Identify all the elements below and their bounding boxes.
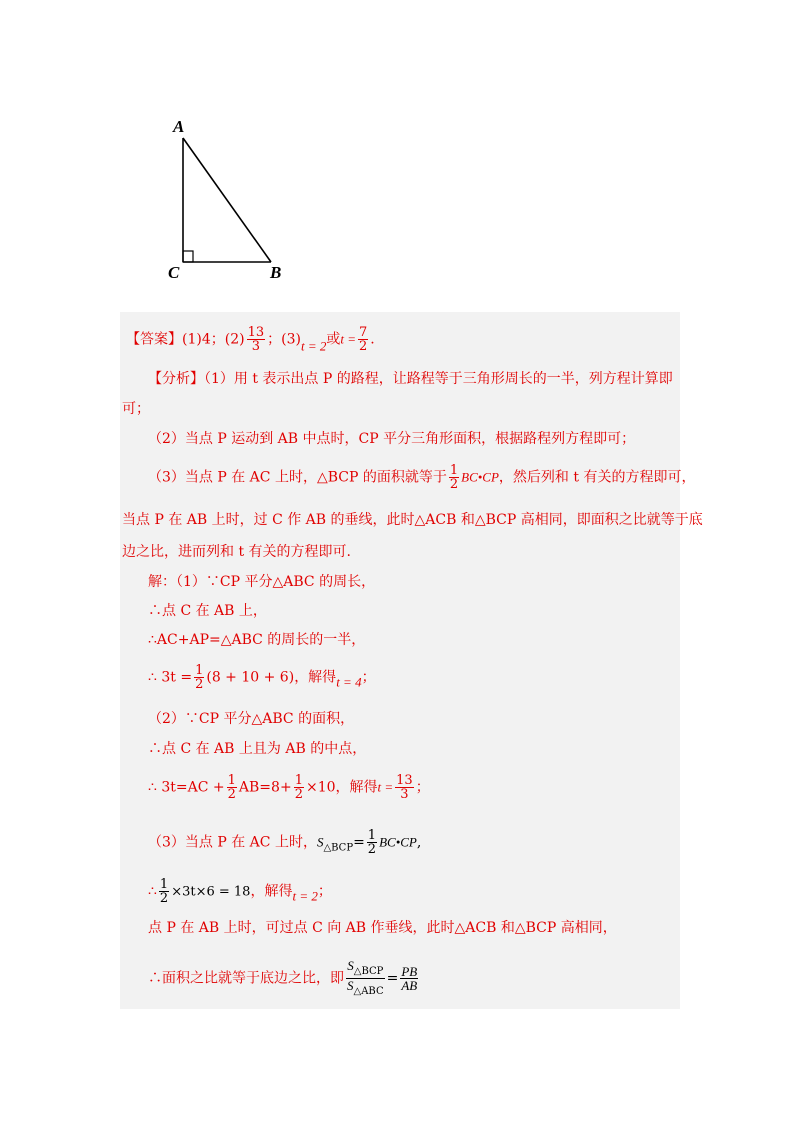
answer-fraction-13-3: $\frac{13}{3}$ xyxy=(247,325,265,354)
analysis-line-3: （2）当点 P 运动到 AB 中点时，CP 平分三角形面积，根据路程列方程即可； xyxy=(148,431,636,447)
analysis-line-6: 边之比，进而列和 t 有关的方程即可. xyxy=(122,544,351,560)
area-ratio-fraction: $\frac{S_{\triangle BCP}}{S_{\triangle ABC}}$ xyxy=(347,958,384,997)
triangle-diagram xyxy=(160,110,300,290)
answer-end: . xyxy=(370,331,375,348)
solution-line-7: ∴ 3t=AC + $\frac{1}{2}$ AB=8+ $\frac{1}{2}$ ×10，解得t = $\frac{13}{3}$ ； xyxy=(148,773,430,802)
analysis-tag: 【分析】 xyxy=(148,371,204,387)
analysis-text-4b: ，然后列和 t 有关的方程即可， xyxy=(498,469,696,486)
solution-line-11: ∴面积之比就等于底边之比，即 $\frac{S_{\triangle BCP}}{S_{\triangle ABC}}$ = $\frac{PB}{AB}$ xyxy=(148,958,418,997)
vertex-b-label: B xyxy=(270,263,282,282)
answer-panel xyxy=(120,312,703,1009)
side-ab xyxy=(183,138,271,262)
solution-line-10: 点 P 在 AB 上时，可过点 C 向 AB 作垂线，此时△ACB 和△BCP 高相同， xyxy=(148,920,617,936)
solution-line-1: 解：（1）∵CP 平分△ABC 的周长， xyxy=(148,574,376,590)
answer-t2: t = 2 xyxy=(300,338,327,354)
analysis-line-4 xyxy=(148,464,695,491)
analysis-line-1 xyxy=(148,369,673,389)
vertex-c-label: C xyxy=(168,263,180,282)
triangle-figure xyxy=(160,110,300,290)
answer-part3: ；(3) xyxy=(267,331,301,348)
solution-line-4: ∴ 3t = $\frac{1}{2}$ (8 + 10 + 6)，解得t = 4； xyxy=(148,663,376,692)
solution-line-2: ∴点 C 在 AB 上， xyxy=(148,603,267,619)
answer-part1: (1)4；(2) xyxy=(182,331,245,348)
analysis-line-5: 当点 P 在 AB 上时，过 C 作 AB 的垂线，此时△ACB 和△BCP 高相同，即面积之比就等于底 xyxy=(122,512,703,528)
answer-or: 或 xyxy=(326,331,341,348)
right-angle-mark xyxy=(183,251,193,262)
vertex-a-label: A xyxy=(173,117,185,136)
solution-line-9: ∴ $\frac{1}{2}$ ×3t×6 = 18，解得t = 2； xyxy=(148,877,332,906)
side-ratio-fraction: $\frac{PB}{AB}$ xyxy=(401,964,418,993)
analysis-text-1: （1）用 t 表示出点 P 的路程，让路程等于三角形周长的一半，列方程计算即 xyxy=(204,371,673,387)
analysis-expr: BC•CP xyxy=(461,469,499,485)
answer-tag: 【答案】 xyxy=(126,331,182,348)
solution-line-3: ∴AC+AP=△ABC 的周长的一半， xyxy=(148,632,366,648)
solution-line-6: ∴点 C 在 AB 上且为 AB 的中点， xyxy=(148,741,367,757)
solution-line-8: （3）当点 P 在 AC 上时，$S_{\triangle BCP}=$ $\frac{1}{2}$ BC•CP, xyxy=(148,828,422,857)
solution-line-5: （2）∵CP 平分△ABC 的面积， xyxy=(148,711,355,727)
answer-line xyxy=(126,326,375,357)
analysis-text-4: （3）当点 P 在 AC 上时，△BCP 的面积就等于 xyxy=(148,469,447,486)
analysis-line-2: 可； xyxy=(122,401,150,417)
answer-fraction-7-2: $\frac{7}{2}$ xyxy=(359,325,368,354)
answer-t-eq: t = xyxy=(340,331,356,347)
half-fraction: $\frac{1}{2}$ xyxy=(449,463,459,492)
